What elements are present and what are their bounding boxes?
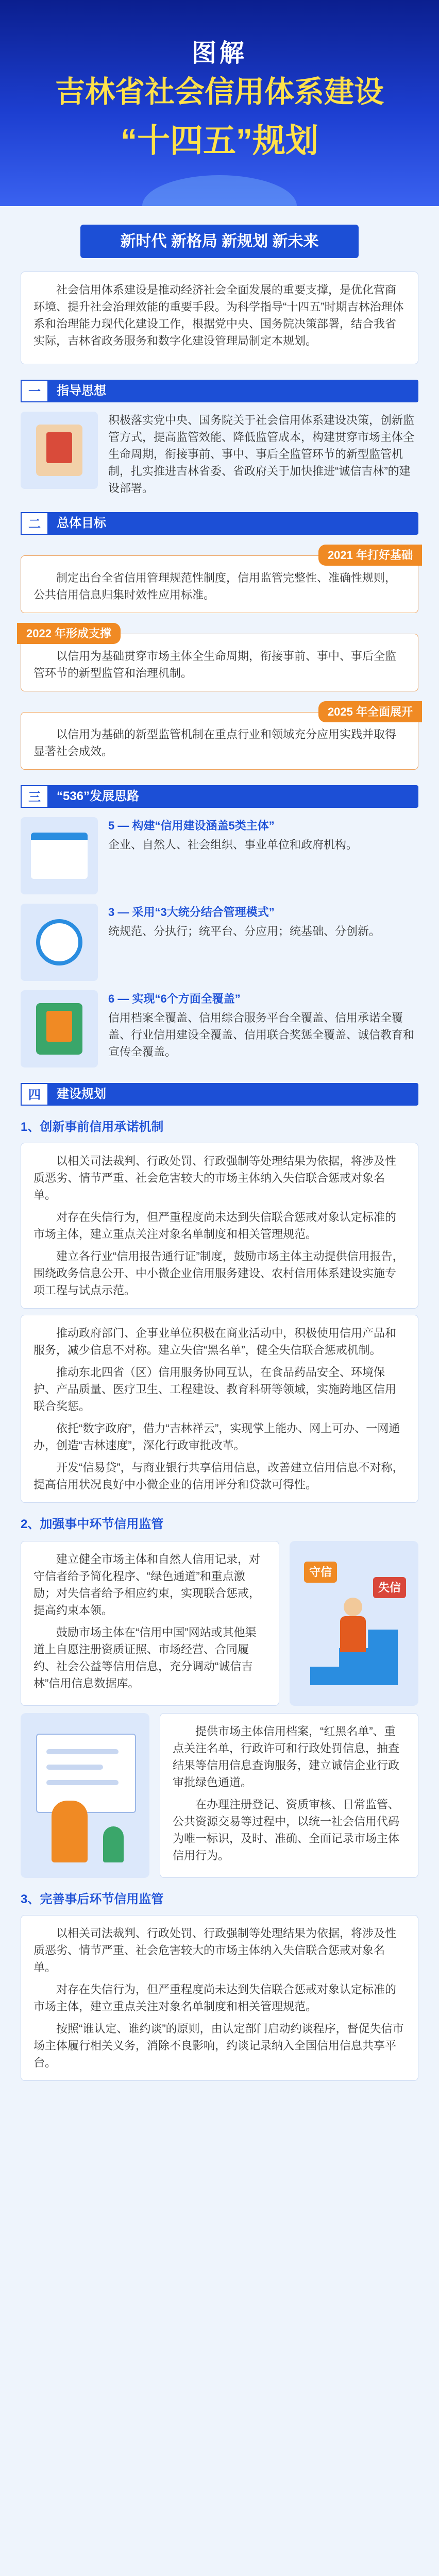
board-icon [36,1734,136,1813]
goal-tag: 2021 年打好基础 [318,545,422,566]
plan-paragraph: 建立各行业“信用报告通行证”制度，鼓励市场主体主动提供信用报告，围绕政务信息公开、中小微企业信用服务建设、农村信用体系建设实施专项工程与试点示范。 [33,1250,404,1297]
goal-2025 [21,705,418,770]
plan-paragraph: 以相关司法裁判、行政处罚、行政强制等处理结果为依据，将涉及性质恶劣、情节严重、社会危害较大的市场主体纳入失信联合惩戒对象名单。 [33,1155,397,1201]
section-label: “536”发展思路 [57,789,140,803]
intro-text: 社会信用体系建设是推动经济社会全面发展的重要支撑，是优化营商环境、提升社会治理效能的重要手段。为科学指导“十四五”时期吉林治理体系和治理能力现代化建设工作，根据党中央、国务院决策部署，结合我省实际，吉林省政务服务和数字化建设管理局制定本规划。 [33,283,404,347]
slogan: 新时代 新格局 新规划 新未来 [80,225,359,258]
plan-side-1 [21,1541,418,1706]
banner-tag: 图解 [191,40,247,67]
guiding-text: 积极落实党中央、国务院关于社会信用体系建设决策，创新监管方式，提高监管效能、降低监管成本，构建贯穿市场主体全生命周期，衔接事前、事中、事后全监管环节的新型监管机制，扎实推进吉林省委、省政府关于加快推进“诚信吉林”的建设部署。 [108,414,415,495]
idea-text: 信用档案全覆盖、信用综合服务平台全覆盖、信用承诺全覆盖、行业信用建设全覆盖、信用联合奖惩全覆盖、诚信教育和宣传全覆盖。 [108,1011,415,1058]
goal-tag: 2022 年形成支撑 [17,623,121,644]
plant-icon [103,1826,124,1862]
plan-paragraph: 开发“信易贷”，与商业银行共享信用信息，改善建立信用信息不对称，提高信用状况良好中小微企业的信用评分和贷款可得性。 [33,1461,404,1491]
idea-title: 3 — 采用“3大统分结合管理模式” [108,906,275,919]
plan-box-4 [160,1713,418,1878]
goal-2022 [21,627,418,691]
plan-paragraph: 提供市场主体信用档案，“红黑名单”、重点关注名单，行政许可和行政处罚信息，抽查结果等信用信息查询服务，建立诚信企业行政审批绿色通道。 [173,1725,400,1789]
banner-title: 吉林省社会信用体系建设 [55,75,384,109]
plan-sub-1: 1、创新事前信用承诺机制 [21,1120,164,1134]
person-head-icon [344,1598,362,1616]
idea-row-5 [21,817,418,894]
idea-text: 统规范、分执行；统平台、分应用；统基础、分创新。 [108,925,381,938]
person-icon [52,1801,88,1862]
idea-row-6 [21,990,418,1067]
plan-paragraph: 建立健全市场主体和自然人信用记录，对守信者给予简化程序、“绿色通道”和重点激励；对失信者给予相应约束，实现联合惩戒，提高约束本领。 [33,1553,261,1617]
goal-text: 以信用为基础贯穿市场主体全生命周期，衔接事前、事中、事后全监管环节的新型监管和治理机制。 [33,650,397,680]
idea-title: 6 — 实现“6个方面全覆盖” [108,992,241,1005]
banner [0,0,439,206]
section-head-4 [21,1083,418,1106]
idea-row-3 [21,904,418,981]
plan-box-3 [21,1541,279,1706]
goal-tag: 2025 年全面展开 [318,701,422,722]
intro-box [21,272,418,364]
guiding-row [21,412,418,497]
books-icon [21,990,98,1067]
section-num: 二 [21,512,48,535]
plan-paragraph: 在办理注册登记、资质审核、日常监管、公共资源交易等过程中，以统一社会信用代码为唯一标识，及时、准确、全面记录市场主体信用行为。 [173,1798,400,1862]
section-head-1 [21,380,418,402]
plan-paragraph: 按照“谁认定、谁约谈”的原则，由认定部门启动约谈程序，督促失信市场主体履行相关义务，消除不良影响，约谈记录纳入全国信用信息共享平台。 [33,2022,404,2069]
plan-box-1 [21,1143,418,1309]
plan-box-5 [21,1915,418,2081]
goal-2021 [21,549,418,613]
goal-text: 制定出台全省信用管理规范性制度，信用监管完整性、准确性规则，公共信用信息归集时效性应用标准。 [33,571,397,601]
section-head-3 [21,785,418,808]
plan-paragraph: 推动东北四省（区）信用服务协同互认，在食品药品安全、环境保护、产品质量、医疗卫生、工程建设、教育科研等领域，实施跨地区信用联合奖惩。 [33,1366,397,1413]
plan-sub-3: 3、完善事后环节信用监管 [21,1892,164,1906]
plan-paragraph: 对存在失信行为，但严重程度尚未达到失信联合惩戒对象认定标准的市场主体，建立重点关注对象名单制度和相关管理规范。 [33,1983,397,2013]
section-num: 一 [21,380,48,402]
banner-glow [142,175,297,206]
plan-paragraph: 以相关司法裁判、行政处罚、行政强制等处理结果为依据，将涉及性质恶劣、情节严重、社会危害较大的市场主体纳入失信联合惩戒对象名单。 [33,1927,397,1974]
fist-icon [21,412,98,489]
discredit-label: 失信 [373,1577,406,1598]
plan-paragraph: 对存在失信行为，但严重程度尚未达到失信联合惩戒对象认定标准的市场主体，建立重点关注对象名单制度和相关管理规范。 [33,1211,397,1241]
section-label: 指导思想 [57,384,106,398]
goal-text: 以信用为基础的新型监管机制在重点行业和领域充分应用实践并取得显著社会成效。 [33,728,397,758]
idea-text: 企业、自然人、社会组织、事业单位和政府机构。 [108,838,358,851]
section-label: 总体目标 [57,516,106,530]
credit-label: 守信 [304,1562,337,1583]
buildings-icon [21,817,98,894]
plan-side-2 [21,1713,418,1878]
plan-box-2 [21,1315,418,1503]
staircase-illustration [290,1541,418,1706]
plan-paragraph: 依托“数字政府”，借力“吉林祥云”，实现掌上能办、网上可办、一网通办，创造“吉林速度”，深化行政审批改革。 [33,1422,400,1452]
idea-title: 5 — 构建“信用建设涵盖5类主体” [108,819,275,832]
plan-paragraph: 鼓励市场主体在“信用中国”网站或其他渠道上自愿注册资质证照、市场经营、合同履约、社会公益等信用信息，充分调动“诚信吉林”信用信息数据库。 [33,1626,257,1690]
section-head-2 [21,512,418,535]
board-illustration [21,1713,149,1878]
banner-subtitle: “十四五”规划 [121,122,318,159]
section-num: 三 [21,785,48,808]
person-body-icon [340,1616,366,1652]
pie-chart-icon [21,904,98,981]
section-label: 建设规划 [57,1087,106,1101]
plan-sub-2: 2、加强事中环节信用监管 [21,1517,164,1531]
section-num: 四 [21,1083,48,1106]
plan-paragraph: 推动政府部门、企事业单位积极在商业活动中，积极使用信用产品和服务，减少信息不对称。建立失信“黑名单”，健全失信联合惩戒机制。 [33,1327,397,1357]
